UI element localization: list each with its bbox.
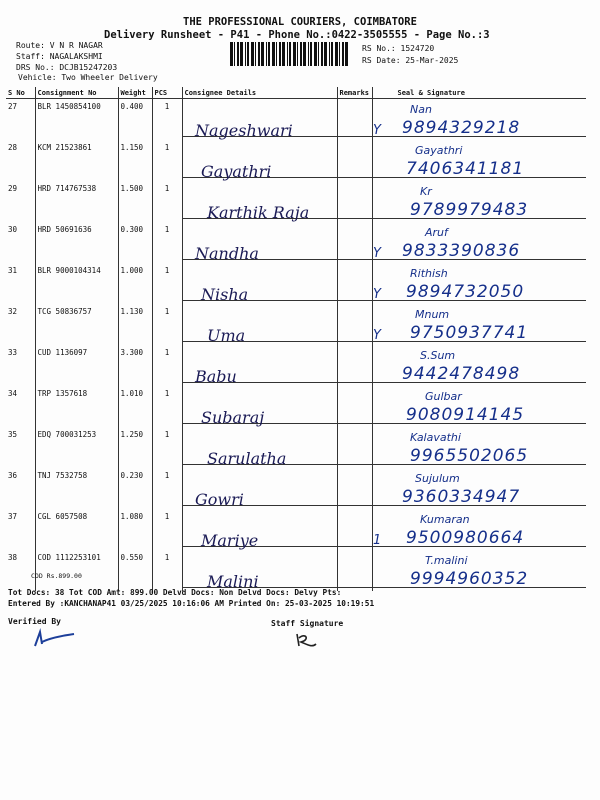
runsheet-subtitle: Delivery Runsheet - P41 - Phone No.:0422-3505555 - Page No.:3 [104,29,490,41]
col-consignment: Consignment No [35,87,118,99]
row-weight: 1.150 [118,140,152,181]
row-remarks [337,509,372,550]
barcode-bar [310,42,312,66]
barcode-bar [308,42,309,66]
row-remarks [337,468,372,509]
row-pcs: 1 [152,140,182,181]
recipient-signature: Kumaran [420,513,470,526]
row-remarks [337,222,372,263]
recipient-signature: S.Sum [420,349,456,362]
recipient-phone: 9894329218 [402,118,521,138]
barcode-bar [272,42,275,66]
row-pcs: 1 [152,181,182,222]
recipient-phone: 9965502065 [410,446,529,466]
verified-by-label: Verified By [8,617,61,626]
row-remarks [337,550,372,591]
entered-by-line: Entered By :KANCHANAP41 03/25/2025 10:16:06 AM Printed On: 25-03-2025 10:19:51 [8,599,375,608]
barcode-bar [324,42,327,66]
recipient-signature: Rithish [410,267,448,280]
row-consignee [182,550,337,591]
consignee-name-handwritten: Malini [207,572,259,591]
totals-line: Tot Docs: 38 Tot COD Amt: 899.00 Delvd Docs: Non Delvd Docs: Delvy Pts: [8,588,342,597]
consignee-name-handwritten: Subaraj [201,408,265,427]
row-sno: 35 [6,427,35,468]
barcode-bar [234,42,235,66]
row-remarks [337,99,372,141]
remark-mark: Y [373,123,381,138]
barcode-bar [237,42,239,66]
barcode-bar [276,42,277,66]
row-consignment: CUD 1136097 [35,345,118,386]
recipient-signature: Nan [410,103,432,116]
recipient-phone: 9789979483 [410,200,529,220]
barcode-bar [293,42,296,66]
row-sno: 28 [6,140,35,181]
consignee-name-handwritten: Gowri [195,490,244,509]
row-remarks [337,140,372,181]
col-sno: S No [6,87,35,99]
rs-number: RS No.: 1524720 [362,44,435,53]
recipient-signature: Gulbar [425,390,462,403]
row-remarks [337,263,372,304]
barcode-bar [251,42,254,66]
consignee-name-handwritten: Nisha [201,285,249,304]
row-sno: 38 [6,550,35,591]
recipient-phone: 7406341181 [406,159,525,179]
row-consignment: KCM 21523861 [35,140,118,181]
row-weight: 0.400 [118,99,152,141]
row-remarks [337,386,372,427]
barcode [230,42,352,66]
consignee-name-handwritten: Gayathri [201,162,272,181]
col-seal-signature: Seal & Signature [372,87,586,99]
col-pcs: PCS [152,87,182,99]
remark-mark: Y [373,328,381,343]
barcode-bar [258,42,260,66]
row-remarks [337,304,372,345]
row-separator [182,382,586,383]
row-pcs: 1 [152,509,182,550]
barcode-bar [314,42,317,66]
row-consignment: TCG 50836757 [35,304,118,345]
barcode-bar [331,42,333,66]
row-weight: 0.550 [118,550,152,591]
barcode-bar [261,42,264,66]
consignee-name-handwritten: Nageshwari [195,121,293,140]
consignee-name-handwritten: Mariye [201,531,259,550]
row-sno: 31 [6,263,35,304]
barcode-bar [335,42,338,66]
barcode-bar [339,42,340,66]
row-pcs: 1 [152,550,182,591]
recipient-phone: 9994960352 [410,569,529,589]
recipient-phone: 9360334947 [402,487,521,507]
staff-signature-label: Staff Signature [271,619,344,628]
barcode-bar [279,42,281,66]
staff-signature [292,630,322,654]
row-pcs: 1 [152,427,182,468]
row-sno: 30 [6,222,35,263]
row-consignment: COD 1112253101 [35,550,118,591]
recipient-signature: Sujulum [415,472,460,485]
row-weight: 1.130 [118,304,152,345]
route-label: Route: V N R NAGAR [16,41,103,50]
barcode-bar [240,42,243,66]
recipient-signature: Mnum [415,308,450,321]
recipient-phone: 9833390836 [402,241,521,261]
row-pcs: 1 [152,468,182,509]
row-sno: 33 [6,345,35,386]
col-remarks: Remarks [337,87,372,99]
row-sno: 29 [6,181,35,222]
barcode-bar [318,42,319,66]
barcode-bar [282,42,285,66]
recipient-phone: 9750937741 [410,323,529,343]
col-weight: Weight [118,87,152,99]
cod-note: COD Rs.899.00 [31,572,82,580]
barcode-bar [342,42,344,66]
row-pcs: 1 [152,304,182,345]
row-consignee [182,304,337,345]
row-weight: 0.230 [118,468,152,509]
row-remarks [337,427,372,468]
recipient-signature: T.malini [425,554,468,567]
row-pcs: 1 [152,99,182,141]
row-weight: 1.250 [118,427,152,468]
row-consignment: TRP 1357618 [35,386,118,427]
barcode-bar [345,42,348,66]
row-remarks [337,181,372,222]
consignee-name-handwritten: Karthik Raja [207,203,310,222]
barcode-bar [230,42,233,66]
row-weight: 0.300 [118,222,152,263]
row-pcs: 1 [152,222,182,263]
consignee-name-handwritten: Sarulatha [207,449,287,468]
row-consignment: BLR 1450854100 [35,99,118,141]
staff-label: Staff: NAGALAKSHMI [16,52,103,61]
row-consignment: EDQ 700031253 [35,427,118,468]
company-title: THE PROFESSIONAL COURIERS, COIMBATORE [183,16,417,28]
verified-signature [30,628,80,654]
row-remarks [337,345,372,386]
recipient-signature: Kalavathi [410,431,461,444]
row-pcs: 1 [152,386,182,427]
remark-mark: Y [373,287,381,302]
rs-date: RS Date: 25-Mar-2025 [362,56,459,65]
row-sno: 32 [6,304,35,345]
consignee-name-handwritten: Babu [195,367,237,386]
barcode-bar [268,42,270,66]
recipient-phone: 9080914145 [406,405,525,425]
barcode-bar [297,42,298,66]
row-consignment: TNJ 7532758 [35,468,118,509]
row-consignment: BLR 9000104314 [35,263,118,304]
row-sno: 27 [6,99,35,141]
barcode-bar [321,42,323,66]
recipient-signature: Aruf [425,226,448,239]
vehicle-label: Vehicle: Two Wheeler Delivery [18,73,158,82]
row-weight: 1.010 [118,386,152,427]
recipient-phone: 9442478498 [402,364,521,384]
barcode-bar [303,42,306,66]
barcode-bar [329,42,330,66]
row-weight: 1.080 [118,509,152,550]
barcode-bar [245,42,246,66]
barcode-bar [266,42,267,66]
row-consignment: HRD 50691636 [35,222,118,263]
barcode-bar [255,42,256,66]
row-sno: 37 [6,509,35,550]
drs-number: DRS No.: DCJB15247203 [16,63,118,72]
barcode-bar [247,42,249,66]
row-sno: 36 [6,468,35,509]
recipient-phone: 9894732050 [406,282,525,302]
row-weight: 3.300 [118,345,152,386]
row-consignment: HRD 714767538 [35,181,118,222]
row-pcs: 1 [152,263,182,304]
table-header [6,87,586,99]
remark-mark: 1 [373,533,382,548]
row-weight: 1.000 [118,263,152,304]
row-weight: 1.500 [118,181,152,222]
consignee-name-handwritten: Uma [207,326,246,345]
barcode-bar [289,42,291,66]
barcode-bar [287,42,288,66]
col-consignee: Consignee Details [182,87,337,99]
row-sno: 34 [6,386,35,427]
recipient-signature: Gayathri [415,144,463,157]
row-pcs: 1 [152,345,182,386]
barcode-bar [300,42,302,66]
row-consignment: CGL 6057508 [35,509,118,550]
remark-mark: Y [373,246,381,261]
recipient-signature: Kr [420,185,432,198]
consignee-name-handwritten: Nandha [195,244,259,263]
recipient-phone: 9500980664 [406,528,525,548]
